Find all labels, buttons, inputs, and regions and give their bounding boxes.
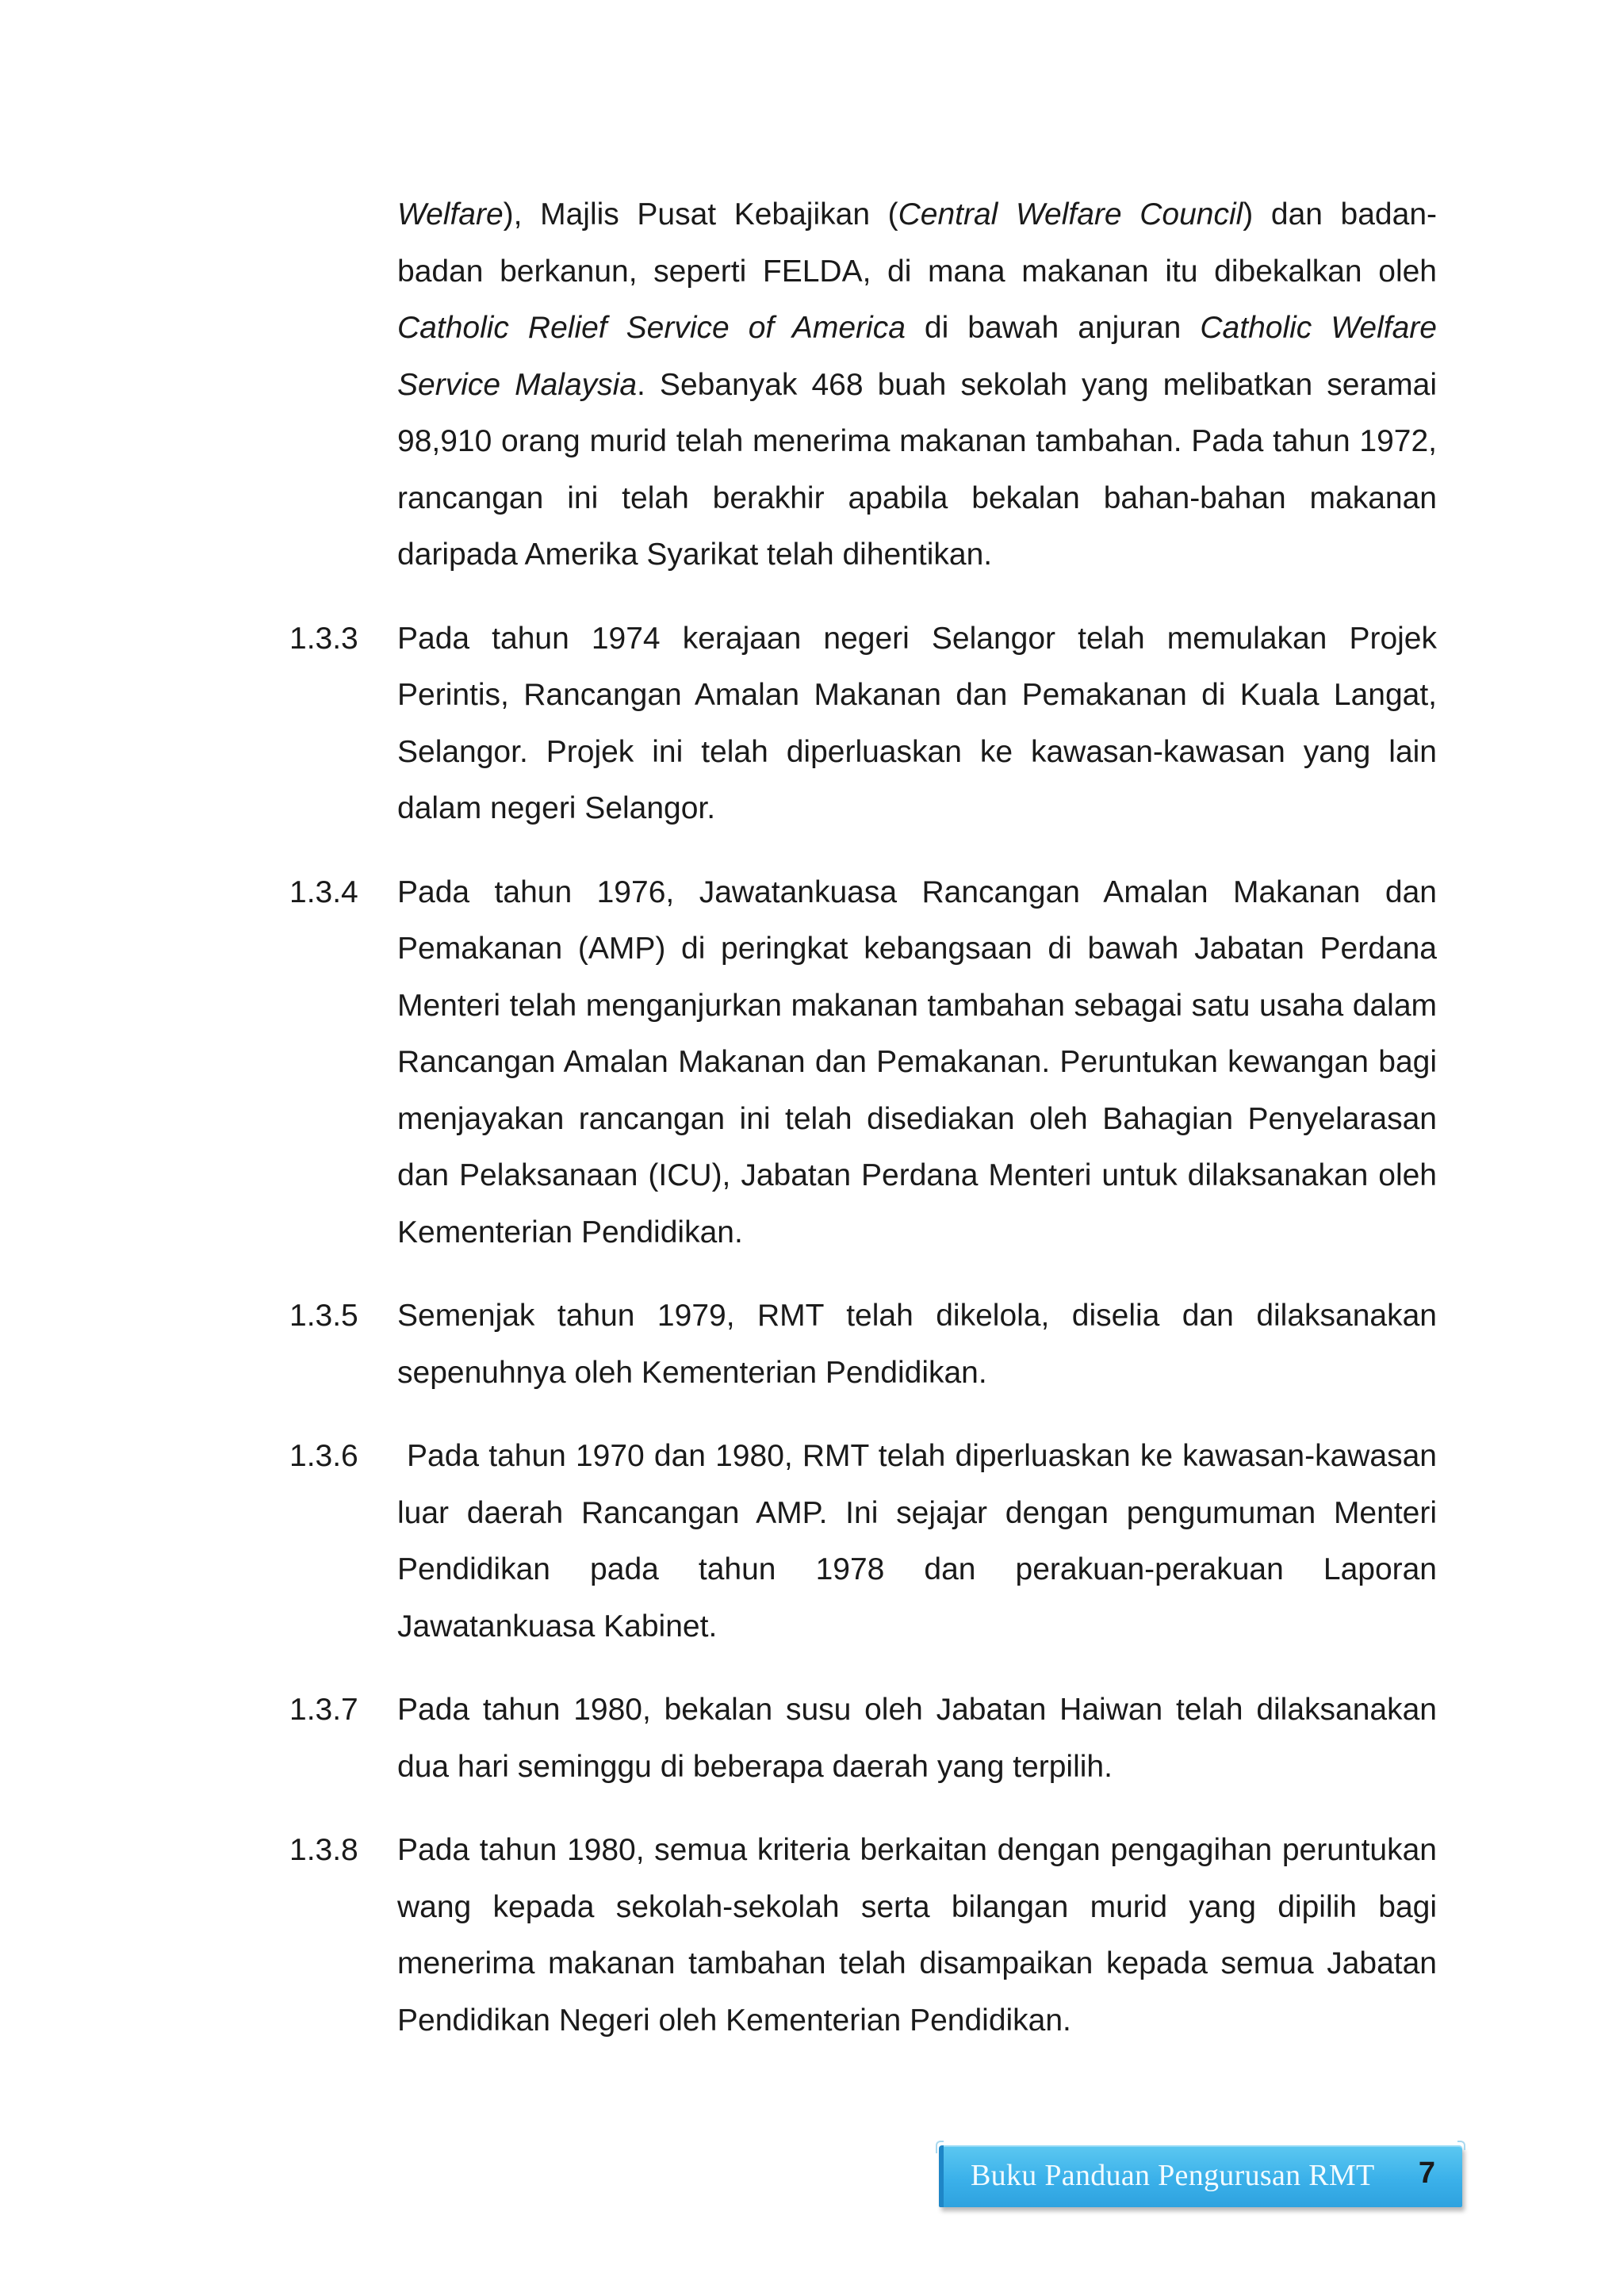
intro-text	[397, 186, 1437, 584]
section-text: Pada tahun 1980, bekalan susu oleh Jabatan Haiwan telah dilaksanakan dua hari seminggu di beberapa daerah yang terpilih.	[397, 1693, 1437, 1784]
section-text: Pada tahun 1980, semua kriteria berkaitan dengan pengagihan peruntukan wang kepada sekolah-sekolah serta bilangan murid yang dipilih bagi menerima makanan tambahan telah disampaikan kepada semua Jabatan Pendidikan Negeri oleh Kementerian Pendidikan.	[397, 1833, 1437, 2038]
intro-paragraph	[397, 186, 1437, 584]
section-number: 1.3.4	[289, 874, 358, 909]
section-1-3-4	[289, 864, 1438, 1261]
intro-text-6: di bawah anjuran	[905, 311, 1201, 345]
section-text-body: Pada tahun 1970 dan 1980, RMT telah diperluaskan ke kawasan-kawasan luar daerah Rancangan AMP. Ini sejajar dengan pengumuman Menteri Pendidikan pada tahun 1978 dan perakuan-perakuan Laporan Jawatankuasa Kabinet.	[397, 1439, 1437, 1644]
footer-title: Buku Panduan Pengurusan RMT	[971, 2159, 1375, 2192]
section-1-3-8	[289, 1822, 1438, 2049]
section-number: 1.3.8	[289, 1833, 358, 1867]
section-text: Semenjak tahun 1979, RMT telah dikelola, diselia dan dilaksanakan sepenuhnya oleh Kementerian Pendidikan.	[397, 1299, 1437, 1390]
intro-text-4: ) dan badan-badan berkanun, seperti FELDA, di mana makanan itu dibekalkan oleh	[397, 197, 1437, 289]
intro-italic-1: Welfare	[397, 197, 504, 232]
section-number: 1.3.6	[289, 1439, 358, 1473]
section-number: 1.3.5	[289, 1299, 358, 1333]
section-1-3-7	[289, 1682, 1438, 1795]
section-text	[397, 1428, 1437, 1655]
intro-italic-5: Catholic Relief Service of America	[397, 311, 906, 345]
section-1-3-5	[289, 1288, 1438, 1401]
intro-italic-7: Catholic Welfare Service Malaysia	[397, 311, 1437, 402]
intro-text-8: . Sebanyak 468 buah sekolah yang melibatkan seramai 98,910 orang murid telah menerima makanan tambahan. Pada tahun 1972, rancangan ini telah berakhir apabila bekalan bahan-bahan makanan daripada Amerika Syarikat telah dihentikan.	[397, 367, 1437, 572]
section-text: Pada tahun 1976, Jawatankuasa Rancangan Amalan Makanan dan Pemakanan (AMP) di peringkat kebangsaan di bawah Jabatan Perdana Menteri telah menganjurkan makanan tambahan sebagai satu usaha dalam Rancangan Amalan Makanan dan Pemakanan. Peruntukan kewangan bagi menjayakan rancangan ini telah disediakan oleh Bahagian Penyelarasan dan Pelaksanaan (ICU), Jabatan Perdana Menteri untuk dilaksanakan oleh Kementerian Pendidikan.	[397, 874, 1437, 1249]
section-text: Pada tahun 1974 kerajaan negeri Selangor telah memulakan Projek Perintis, Rancangan Amalan Makanan dan Pemakanan di Kuala Langat, Selangor. Projek ini telah diperluaskan ke kawasan-kawasan yang lain dalam negeri Selangor.	[397, 621, 1437, 825]
page-number: 7	[1418, 2156, 1435, 2190]
intro-italic-3: Central Welfare Council	[898, 197, 1243, 232]
section-number: 1.3.7	[289, 1693, 358, 1727]
section-1-3-3	[289, 610, 1438, 837]
intro-text-2: ), Majlis Pusat Kebajikan (	[503, 197, 898, 232]
footer-tab	[939, 2145, 1462, 2207]
section-number: 1.3.3	[289, 621, 358, 656]
page-body	[289, 186, 1438, 2049]
section-1-3-6	[289, 1428, 1438, 1655]
